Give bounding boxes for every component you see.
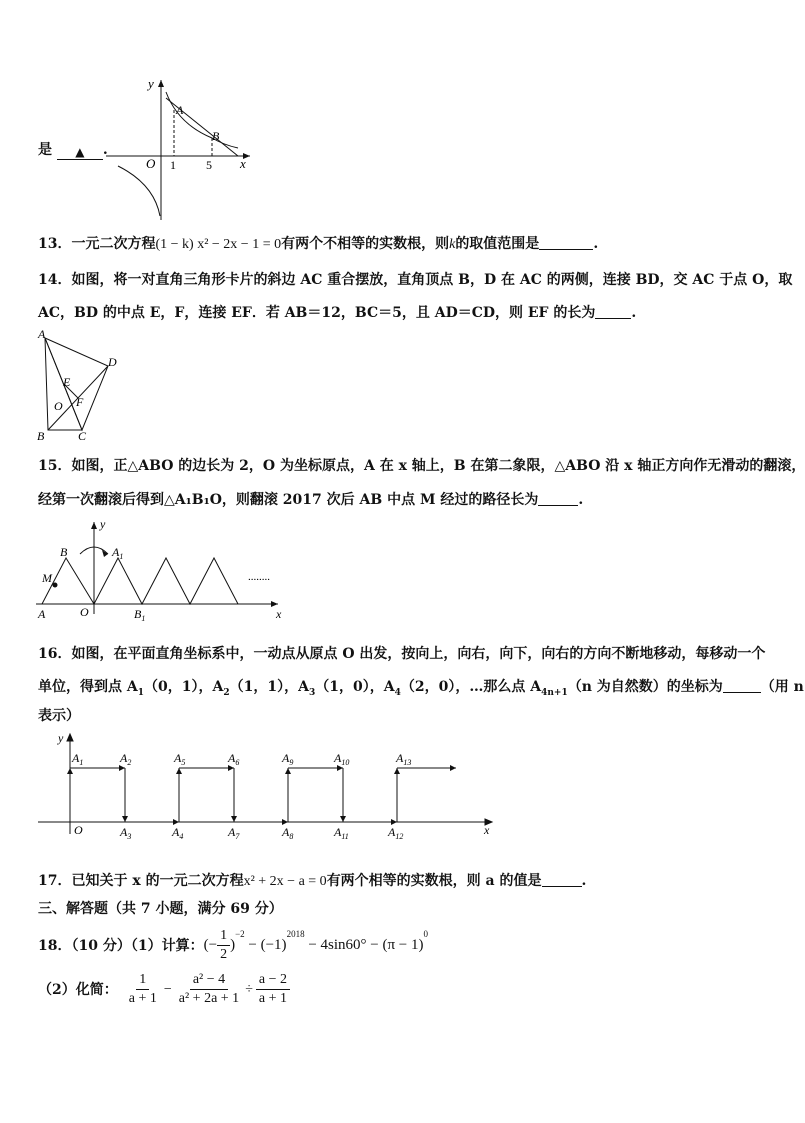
q16-top-label: $A_2$ — [120, 751, 132, 767]
q16-step-arrowhead — [394, 768, 400, 774]
q16-top-label: $A_5$ — [174, 751, 186, 767]
q16-step-arrowhead — [228, 765, 234, 771]
q16-sub-5: 4n+1 — [541, 687, 568, 698]
q12-lead: 是 — [38, 142, 52, 158]
q16-bottom-label: $A_3$ — [120, 825, 132, 841]
q16-l2-d: （1，0），A — [315, 679, 395, 695]
q16-top-label: $A_{10}$ — [334, 751, 350, 767]
q14-answer-blank — [595, 304, 631, 319]
q18-frac-2-num: a² − 4 — [190, 972, 228, 990]
q12-hyperbola-q1 — [166, 92, 238, 148]
q15-triangle-path — [42, 558, 238, 604]
q17-equation: x² + 2x − a = 0 — [243, 874, 327, 889]
q13-number: 13． — [38, 236, 72, 252]
q16-step-arrowhead — [122, 816, 128, 822]
q16-l2-f: （n 为自然数）的坐标为 — [567, 679, 723, 695]
q14-label-d: D — [108, 355, 117, 369]
q13-end: . — [593, 236, 599, 252]
q16-figure — [36, 730, 496, 842]
q16-step-arrowhead — [119, 765, 125, 771]
q13-equation: (1 − k) x² − 2x − 1 = 0 — [155, 237, 282, 252]
q17-text-2: 有两个相等的实数根，则 a 的值是 — [326, 873, 542, 889]
q16-label-y: y — [58, 731, 64, 745]
q15-label-y: y — [100, 517, 106, 531]
q16-bottom-labels — [119, 825, 403, 841]
q16-line-1: 16．如图，在平面直角坐标系中，一动点从原点 O 出发，按向上，向右，向下，向右的方向不断地移动，每移动一个 — [38, 646, 766, 662]
q18-exp-3: 0 — [423, 929, 429, 939]
q16-step-arrowhead — [285, 768, 291, 774]
q13-text-3: 的取值范围是 — [455, 236, 540, 252]
q15-label-o: O — [80, 605, 89, 619]
q12-line — [38, 143, 108, 160]
q16-sub-1: 1 — [137, 687, 145, 698]
q12-label-o: O — [146, 156, 156, 171]
q18-frac-half-num: 1 — [217, 928, 230, 946]
q14-label-c: C — [78, 429, 87, 443]
q18-part-1-expression — [204, 928, 428, 963]
q15-label-b: B — [60, 545, 68, 559]
q18-part-1 — [38, 928, 428, 963]
q13-text-1: 一元二次方程 — [71, 236, 156, 252]
q16-bottom-label: $A_4$ — [172, 825, 184, 841]
q16-sub-2: 2 — [223, 687, 230, 698]
q12-label-y: y — [148, 76, 154, 91]
q14-triangle-adc — [45, 338, 108, 430]
q16-step-arrowhead — [176, 768, 182, 774]
q16-line-2 — [38, 678, 804, 698]
q16-sub-3: 3 — [309, 687, 316, 698]
q16-top-label: $A_{13}$ — [396, 751, 412, 767]
q13-answer-blank — [539, 235, 593, 250]
q15-answer-blank — [538, 491, 578, 506]
q18-frac-3 — [256, 972, 290, 1007]
q18-exp-1: −2 — [235, 929, 245, 939]
q16-step-arrowhead — [450, 765, 456, 771]
q16-l2-g: （用 n — [760, 679, 804, 695]
q12-tick-1: 1 — [170, 158, 176, 172]
q15-label-x: x — [276, 607, 282, 621]
q14-line-2 — [38, 304, 636, 320]
q14-end: . — [631, 305, 637, 321]
section-3-heading: 三、解答题（共 7 小题，满分 69 分） — [38, 901, 283, 917]
q15-line-2 — [38, 491, 583, 507]
q15-figure — [34, 514, 290, 624]
q12-answer-blank — [57, 145, 103, 160]
q18-part-2-label: （2）化简： — [38, 981, 118, 998]
q14-line-1: 14．如图，将一对直角三角形卡片的斜边 AC 重合摆放，直角顶点 B，D 在 AC 的两侧，连接 BD，交 AC 于点 O，取 — [38, 272, 793, 288]
q18-frac-half — [217, 928, 230, 963]
q12-figure — [100, 74, 260, 222]
q18-minus: − — [163, 981, 172, 997]
q12-answer-mark: ▲ — [75, 145, 85, 159]
q15-line-2-text: 经第一次翻滚后得到△A₁B₁O，则翻滚 2017 次后 AB 中点 M 经过的路径长为 — [38, 492, 539, 508]
q18-frac-1 — [126, 972, 160, 1007]
q17-answer-blank — [542, 872, 582, 887]
q18-part-1-label: 18．（10 分）（1）计算： — [38, 937, 204, 954]
q15-ellipsis: ........ — [248, 571, 270, 583]
q14-label-o: O — [54, 399, 63, 413]
q12-hyperbola-q3 — [118, 166, 160, 216]
q18-divide: ÷ — [245, 981, 253, 997]
q13-line — [38, 235, 598, 252]
q16-l2-c: （1，1），A — [229, 679, 309, 695]
q12-y-arrow — [158, 80, 164, 87]
q16-top-labels — [71, 751, 411, 767]
q16-step-arrowhead — [340, 816, 346, 822]
q18-frac-2-den: a² + 2a + 1 — [178, 991, 240, 1006]
q17-line — [38, 872, 586, 889]
q12-tick-5: 5 — [206, 158, 212, 172]
q16-label-o: O — [74, 823, 83, 837]
q18-frac-half-den: 2 — [220, 947, 228, 962]
q16-bottom-label: $A_8$ — [282, 825, 294, 841]
q12-label-b: B — [212, 129, 220, 143]
q18-frac-2 — [176, 972, 242, 1007]
q12-end: . — [102, 142, 108, 158]
q14-label-e: E — [63, 375, 71, 389]
q15-label-a1: $A_1$ — [112, 545, 124, 561]
q16-l2-e: （2，0），…那么点 A — [400, 679, 542, 695]
q16-top-label: $A_9$ — [282, 751, 294, 767]
q13-text-2: 有两个不相等的实数根，则 — [281, 236, 450, 252]
q15-label-a: A — [38, 607, 46, 621]
q16-answer-blank — [723, 678, 761, 693]
q18-part-2 — [38, 972, 290, 1007]
q14-label-f: F — [76, 395, 84, 409]
q15-line-1: 15．如图，正△ABO 的边长为 2，O 为坐标原点，A 在 x 轴上，B 在第二象限，△ABO 沿 x 轴正方向作无滑动的翻滚， — [38, 458, 805, 474]
q15-point-m — [53, 583, 58, 588]
q15-end: . — [578, 492, 584, 508]
q18-expr-a: (− — [203, 937, 218, 953]
q17-text-1: 17．已知关于 x 的一元二次方程 — [38, 873, 244, 889]
q18-frac-3-num: a − 2 — [256, 972, 290, 990]
q15-label-m: M — [42, 571, 52, 585]
q16-sub-4: 4 — [394, 687, 401, 698]
q12-label-a: A — [176, 103, 184, 117]
q18-expr-c: − (−1) — [244, 937, 287, 953]
q18-frac-1-num: 1 — [136, 972, 149, 990]
q16-label-x: x — [484, 823, 490, 837]
q16-step-path — [67, 765, 456, 825]
q13-var-k: k — [449, 237, 456, 252]
q16-top-label: $A_1$ — [72, 751, 84, 767]
q17-end: . — [581, 873, 587, 889]
q14-figure — [34, 326, 126, 444]
q18-frac-3-den: a + 1 — [258, 991, 287, 1006]
q18-expr-d: − 4sin60° − (π − 1) — [304, 937, 424, 953]
q15-label-b1: $B_1$ — [134, 607, 146, 623]
q16-bottom-label: $A_7$ — [228, 825, 240, 841]
q14-label-b: B — [37, 429, 45, 443]
q16-bottom-label: $A_{12}$ — [388, 825, 404, 841]
q16-step-arrowhead — [231, 816, 237, 822]
q16-l2-a: 单位，得到点 A — [38, 679, 138, 695]
q16-bottom-label: $A_{11}$ — [334, 825, 349, 841]
q16-top-label: $A_6$ — [228, 751, 240, 767]
q14-line-2-text: AC，BD 的中点 E，F，连接 EF．若 AB＝12，BC＝5，且 AD＝CD，则 EF 的长为 — [38, 305, 596, 321]
q18-frac-1-den: a + 1 — [128, 991, 157, 1006]
q14-label-a: A — [38, 327, 46, 341]
q12-label-x: x — [240, 156, 246, 171]
q15-y-arrow — [91, 522, 97, 529]
q18-exp-2: 2018 — [286, 929, 305, 939]
q16-step-arrowhead — [67, 768, 73, 774]
q16-y-arrow — [67, 734, 73, 741]
q16-line-3: 表示） — [38, 708, 80, 724]
q18-expr-b: ) — [230, 937, 236, 953]
q16-l2-b: （0，1），A — [144, 679, 224, 695]
